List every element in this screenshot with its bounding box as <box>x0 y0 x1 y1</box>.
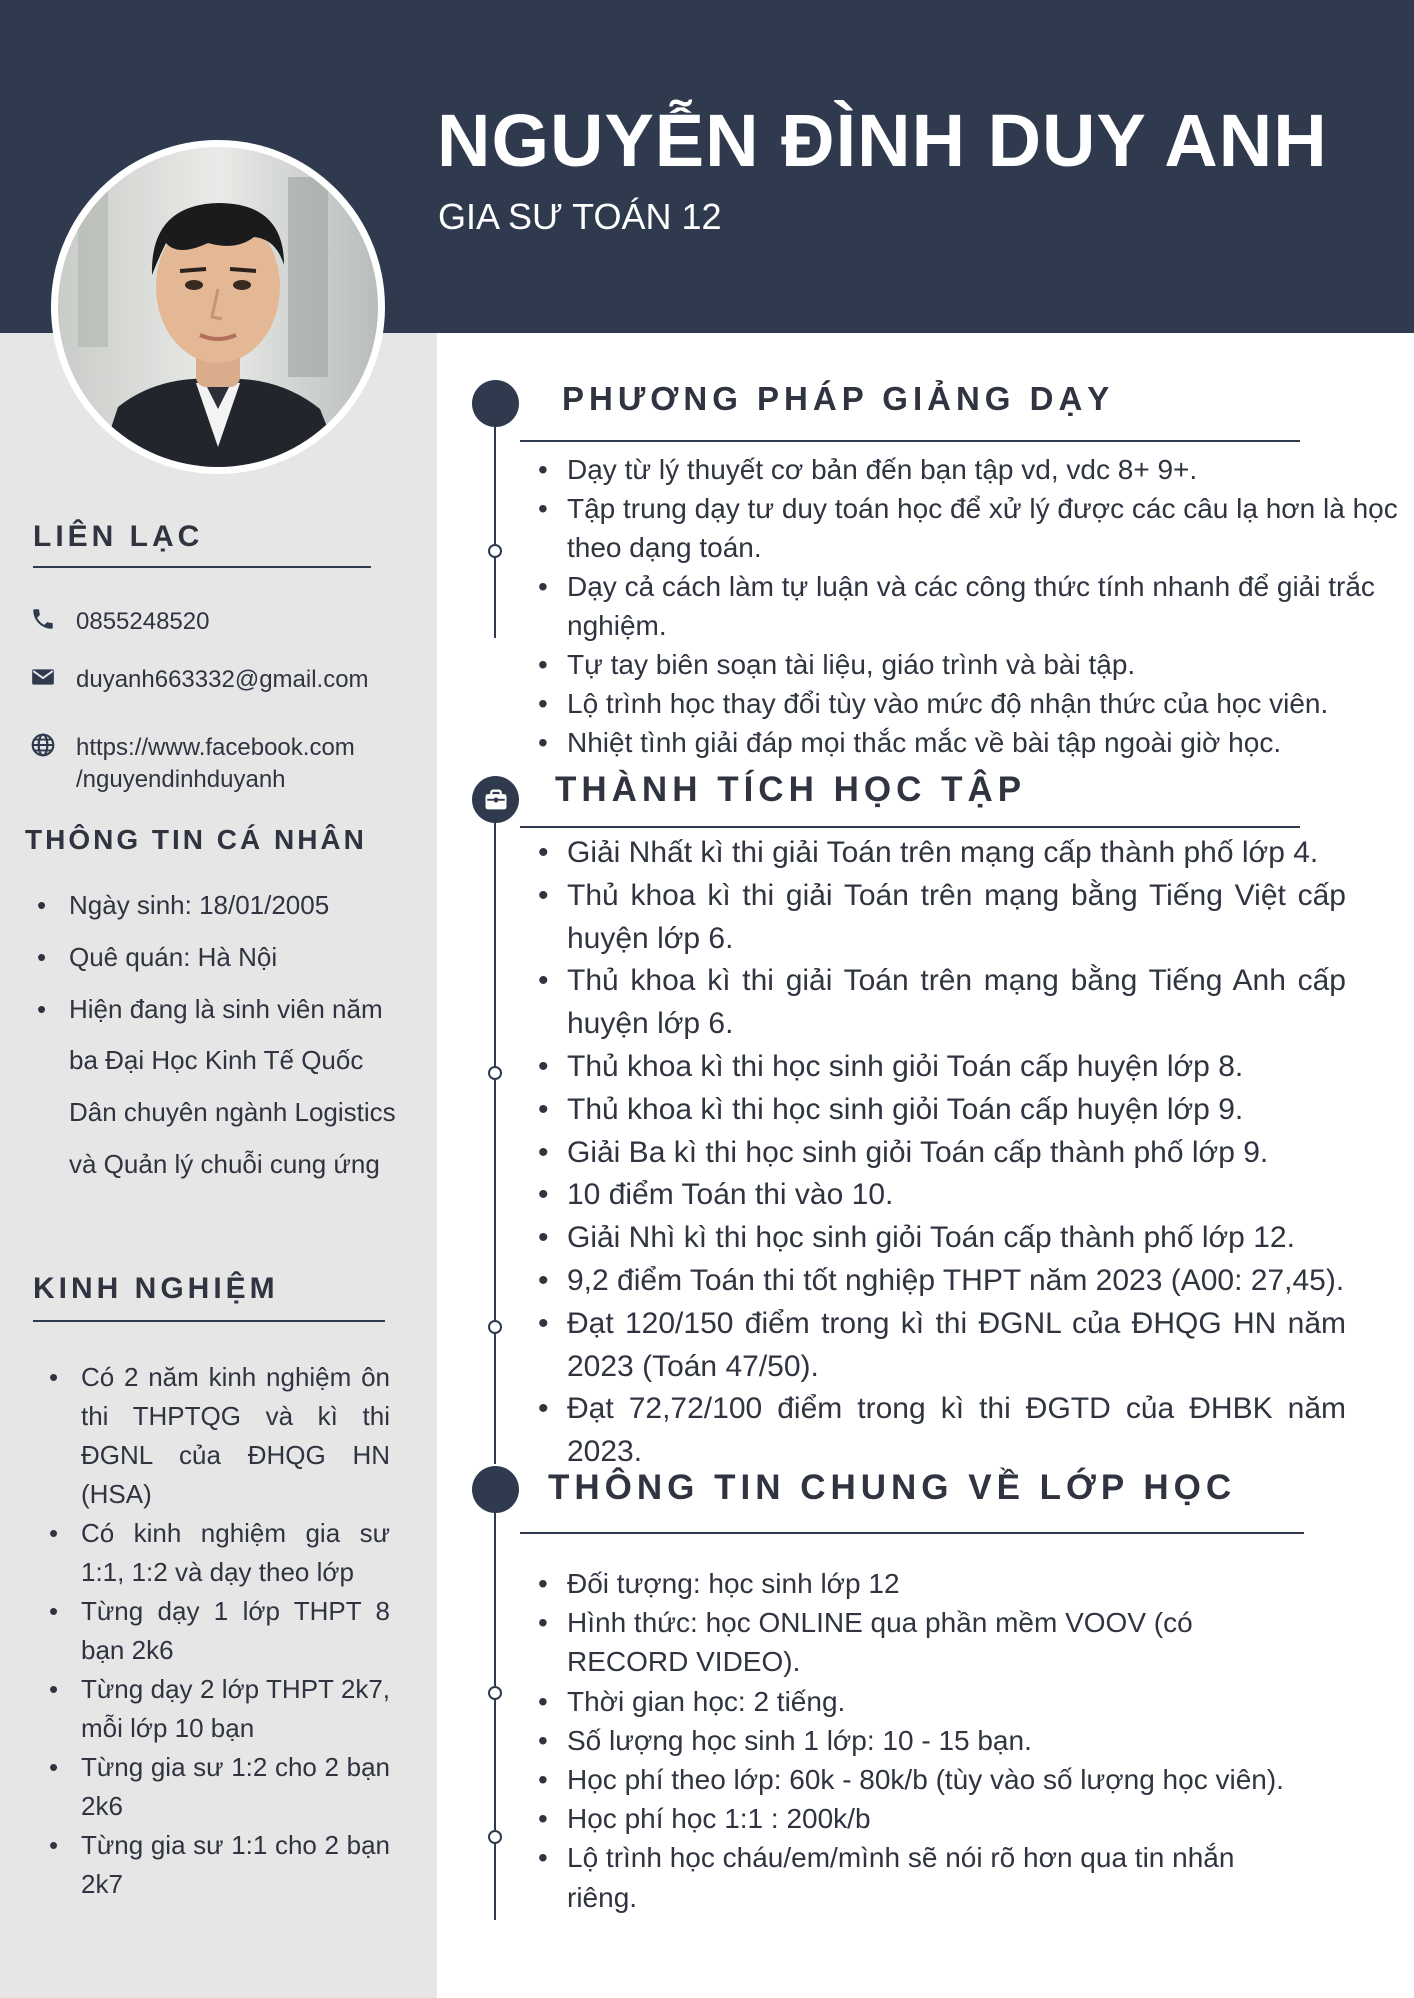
class-info-item: • Lộ trình học cháu/em/mình sẽ nói rõ hơn qua tin nhắn riêng. <box>534 1838 1304 1916</box>
class-info-item: • Số lượng học sinh 1 lớp: 10 - 15 bạn. <box>534 1721 1304 1760</box>
personal-info-item: • Quê quán: Hà Nội <box>33 932 403 984</box>
email-address[interactable]: duyanh663332@gmail.com <box>76 666 369 693</box>
experience-item: • Có kinh nghiệm gia sư 1:1, 1:2 và dạy theo lớp <box>45 1514 390 1592</box>
timeline-dot <box>472 380 519 427</box>
achievement-item: • 9,2 điểm Toán thi tốt nghiệp THPT năm 2023 (A00: 27,45). <box>534 1260 1346 1303</box>
achievement-item: • Đạt 120/150 điểm trong kì thi ĐGNL của ĐHQG HN năm 2023 (Toán 47/50). <box>534 1303 1346 1389</box>
timeline-dot <box>472 1466 519 1513</box>
personal-info-list <box>33 880 403 1191</box>
achievement-item: • Đạt 72,72/100 điểm trong kì thi ĐGTD của ĐHBK năm 2023. <box>534 1388 1346 1474</box>
experience-list <box>45 1358 390 1904</box>
teaching-methods-divider <box>520 440 1300 442</box>
timeline-marker <box>488 1686 502 1700</box>
achievement-item: • Thủ khoa kì thi học sinh giỏi Toán cấp huyện lớp 8. <box>534 1046 1346 1089</box>
contact-email <box>30 664 369 696</box>
class-info-item: • Thời gian học: 2 tiếng. <box>534 1682 1304 1721</box>
globe-icon <box>30 732 60 762</box>
class-info-heading: THÔNG TIN CHUNG VỀ LỚP HỌC <box>548 1468 1237 1507</box>
class-info-item: • Học phí theo lớp: 60k - 80k/b (tùy vào số lượng học viên). <box>534 1760 1304 1799</box>
teaching-method-item: • Dạy cả cách làm tự luận và các công thức tính nhanh để giải trắc nghiệm. <box>534 567 1400 645</box>
facebook-link[interactable]: https://www.facebook.com /nguyendinhduyanh <box>76 734 355 793</box>
experience-item: • Có 2 năm kinh nghiệm ôn thi THPTQG và kì thi ĐGNL của ĐHQG HN (HSA) <box>45 1358 390 1514</box>
achievement-item: • 10 điểm Toán thi vào 10. <box>534 1174 1346 1217</box>
class-info-item: • Đối tượng: học sinh lớp 12 <box>534 1564 1304 1603</box>
timeline-line <box>494 1490 496 1920</box>
class-info-item: • Hình thức: học ONLINE qua phần mềm VOOV (có RECORD VIDEO). <box>534 1603 1304 1681</box>
personal-info-heading: THÔNG TIN CÁ NHÂN <box>25 824 367 855</box>
timeline-line <box>494 400 496 638</box>
contact-facebook <box>30 732 355 796</box>
experience-divider <box>33 1320 385 1322</box>
contact-heading: LIÊN LẠC <box>33 520 204 553</box>
contact-divider <box>33 566 371 568</box>
achievements-divider <box>520 826 1300 828</box>
teaching-method-item: • Nhiệt tình giải đáp mọi thắc mắc về bài tập ngoài giờ học. <box>534 723 1400 762</box>
avatar <box>51 140 385 474</box>
teaching-method-item: • Tập trung dạy tư duy toán học để xử lý được các câu lạ hơn là học theo dạng toán. <box>534 489 1400 567</box>
teaching-method-item: • Lộ trình học thay đổi tùy vào mức độ nhận thức của học viên. <box>534 684 1400 723</box>
briefcase-icon <box>482 786 510 814</box>
timeline-line <box>494 800 496 1464</box>
timeline-marker <box>488 1320 502 1334</box>
teaching-method-item: • Tự tay biên soạn tài liệu, giáo trình và bài tập. <box>534 645 1400 684</box>
experience-item: • Từng dạy 2 lớp THPT 2k7, mỗi lớp 10 bạn <box>45 1670 390 1748</box>
achievement-item: • Giải Nhất kì thi giải Toán trên mạng cấp thành phố lớp 4. <box>534 832 1346 875</box>
class-info-item: • Học phí học 1:1 : 200k/b <box>534 1799 1304 1838</box>
timeline-marker <box>488 1830 502 1844</box>
timeline-marker <box>488 544 502 558</box>
teaching-methods-heading: PHƯƠNG PHÁP GIẢNG DẠY <box>562 380 1115 417</box>
timeline-marker <box>488 1066 502 1080</box>
phone-number[interactable]: 0855248520 <box>76 608 210 635</box>
contact-phone <box>30 606 209 638</box>
portrait-photo <box>58 147 378 467</box>
experience-item: • Từng dạy 1 lớp THPT 8 bạn 2k6 <box>45 1592 390 1670</box>
experience-item: • Từng gia sư 1:2 cho 2 bạn 2k6 <box>45 1748 390 1826</box>
achievements-heading: THÀNH TÍCH HỌC TẬP <box>555 770 1027 809</box>
teaching-method-item: • Dạy từ lý thuyết cơ bản đến bạn tập vd, vdc 8+ 9+. <box>534 450 1400 489</box>
achievement-item: • Thủ khoa kì thi giải Toán trên mạng bằng Tiếng Việt cấp huyện lớp 6. <box>534 875 1346 961</box>
class-info-list <box>534 1564 1304 1917</box>
achievement-item: • Giải Nhì kì thi học sinh giỏi Toán cấp thành phố lớp 12. <box>534 1217 1346 1260</box>
envelope-icon <box>30 664 60 694</box>
personal-info-item: • Ngày sinh: 18/01/2005 <box>33 880 403 932</box>
experience-item: • Từng gia sư 1:1 cho 2 bạn 2k7 <box>45 1826 390 1904</box>
personal-info-item: • Hiện đang là sinh viên năm ba Đại Học Kinh Tế Quốc Dân chuyên ngành Logistics và Quản lý chuỗi cung ứng <box>33 984 403 1191</box>
teaching-methods-list <box>534 450 1400 762</box>
achievement-item: • Giải Ba kì thi học sinh giỏi Toán cấp thành phố lớp 9. <box>534 1132 1346 1175</box>
experience-heading: KINH NGHIỆM <box>33 1272 279 1305</box>
achievements-list <box>534 832 1346 1474</box>
phone-icon <box>30 606 60 636</box>
achievement-item: • Thủ khoa kì thi học sinh giỏi Toán cấp huyện lớp 9. <box>534 1089 1346 1132</box>
achievements-badge <box>472 776 519 823</box>
class-info-divider <box>520 1532 1304 1534</box>
achievement-item: • Thủ khoa kì thi giải Toán trên mạng bằng Tiếng Anh cấp huyện lớp 6. <box>534 960 1346 1046</box>
person-name: NGUYỄN ĐÌNH DUY ANH <box>437 99 1328 182</box>
job-title: GIA SƯ TOÁN 12 <box>438 196 722 237</box>
